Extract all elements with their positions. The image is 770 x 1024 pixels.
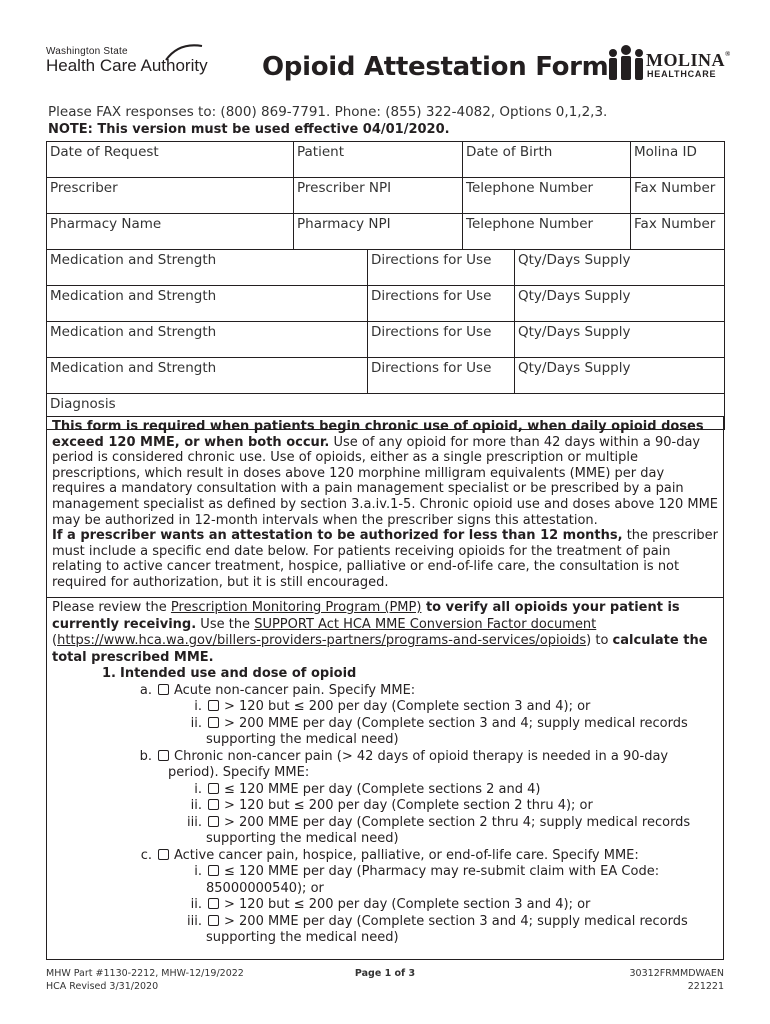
prescriber-field[interactable]: Prescriber <box>47 178 294 214</box>
requirements-text: Use of any opioid for more than 42 days within a 90-day period is considered chronic use. Use of opioids, either as a single prescription or multiple prescriptions, which result in doses above 120 morphine milligram equivalents (MME) per day requires a mandatory consultation with a pain management specialist or be prescribed by a pain management specialist as defined by section 3.a.iv.1-5. Chronic opioid use and doses above 120 MME may be authorized in 12-month intervals when the prescriber signs this attestation. <box>52 434 719 528</box>
review-text-1: Please review the <box>52 600 171 615</box>
review-text-3: ) to <box>586 633 613 648</box>
option-a-letter: a. <box>139 682 152 698</box>
hca-swoosh-icon <box>164 42 204 62</box>
qty-days-field-3[interactable]: Qty/Days Supply <box>515 322 725 358</box>
option-b-i-number: i. <box>194 781 202 797</box>
option-a-ii-number: ii. <box>190 715 202 731</box>
review-bold-2: calculate the total prescribed MME. <box>52 633 708 665</box>
hca-opioids-url-link[interactable]: https://www.hca.wa.gov/billers-providers-partners/programs-and-services/opioids <box>57 633 587 648</box>
option-a-i-checkbox[interactable] <box>208 700 219 711</box>
pharmacy-npi-field[interactable]: Pharmacy NPI <box>294 214 463 250</box>
option-b-checkbox[interactable] <box>158 750 169 761</box>
option-a-i <box>194 699 718 716</box>
version-note: NOTE: This version must be used effective 04/01/2020. <box>48 122 450 137</box>
option-a-ii-checkbox[interactable] <box>208 717 219 728</box>
option-b-iii <box>187 814 718 832</box>
option-c-label: Active cancer pain, hospice, palliative, or end-of-life care. Specify MME: <box>174 847 639 863</box>
option-a-ii-cont: supporting the medical need) <box>206 732 399 747</box>
option-c-i-cont: 85000000540); or <box>206 880 324 896</box>
molina-subtitle: HEALTHCARE <box>647 69 717 79</box>
option-b-ii <box>190 798 718 815</box>
molina-people-icon <box>606 44 646 84</box>
attestation-paragraph <box>52 528 718 590</box>
option-c-iii <box>187 913 718 931</box>
option-c-iii-number: iii. <box>187 913 202 929</box>
requirements-bold: This form is required when patients begin chronic use of opioid, when daily opioid doses exceed 120 MME, or when both occur. <box>52 419 704 450</box>
option-a-i-number: i. <box>194 699 202 714</box>
requirements-paragraph <box>52 419 718 528</box>
option-b-i-label: ≤ 120 MME per day (Complete sections 2 and 4) <box>224 781 541 797</box>
prescriber-telephone-field[interactable]: Telephone Number <box>463 178 631 214</box>
option-a-ii <box>190 715 718 733</box>
contact-line: Please FAX responses to: (800) 869-7791. Phone: (855) 322-4082, Options 0,1,2,3. <box>48 104 608 120</box>
molina-logo <box>606 44 731 88</box>
directions-field-4[interactable]: Directions for Use <box>368 358 515 394</box>
review-paragraph <box>52 600 718 666</box>
section-1-heading <box>102 666 718 683</box>
request-fields-table <box>46 141 725 430</box>
directions-field-1[interactable]: Directions for Use <box>368 250 515 286</box>
option-b-ii-number: ii. <box>190 798 202 813</box>
option-b-iii-number: iii. <box>187 814 202 830</box>
qty-days-field-1[interactable]: Qty/Days Supply <box>515 250 725 286</box>
footer-revised: HCA Revised 3/31/2020 <box>46 981 159 992</box>
option-b-label: Chronic non-cancer pain (> 42 days of opioid therapy is needed in a 90-day <box>174 748 669 764</box>
diagnosis-field[interactable]: Diagnosis <box>47 394 725 430</box>
date-of-request-field[interactable]: Date of Request <box>47 142 294 178</box>
form-title: Opioid Attestation Form <box>262 52 609 82</box>
pharmacy-name-field[interactable]: Pharmacy Name <box>47 214 294 250</box>
option-c-iii-cont: supporting the medical need) <box>206 930 399 945</box>
patient-field[interactable]: Patient <box>294 142 463 178</box>
pmp-link[interactable]: Prescription Monitoring Program (PMP) <box>170 600 422 615</box>
option-a-i-label: > 120 but ≤ 200 per day (Complete section 3 and 4); or <box>224 699 591 714</box>
option-b <box>139 748 718 766</box>
hca-logo-line2: Health Care Authority <box>46 56 208 75</box>
footer-form-code: 30312FRMMDWAEN <box>629 968 724 979</box>
footer-part-number: MHW Part #1130-2212, MHW-12/19/2022 <box>46 968 244 979</box>
option-b-iii-label: > 200 MME per day (Complete section 2 thru 4; supply medical records <box>224 814 691 830</box>
option-c-ii <box>190 897 718 914</box>
option-c-i-checkbox[interactable] <box>208 865 219 876</box>
requirements-info-box <box>46 416 724 598</box>
option-c-ii-number: ii. <box>190 897 202 912</box>
directions-field-3[interactable]: Directions for Use <box>368 322 515 358</box>
option-b-iii-checkbox[interactable] <box>208 816 219 827</box>
date-of-birth-field[interactable]: Date of Birth <box>463 142 631 178</box>
option-a-checkbox[interactable] <box>158 684 169 695</box>
option-c <box>140 847 718 865</box>
option-c-ii-label: > 120 but ≤ 200 per day (Complete section 3 and 4); or <box>224 897 591 912</box>
option-c-ii-checkbox[interactable] <box>208 898 219 909</box>
molina-id-field[interactable]: Molina ID <box>631 142 725 178</box>
option-c-i-number: i. <box>194 864 202 879</box>
qty-days-field-4[interactable]: Qty/Days Supply <box>515 358 725 394</box>
attestation-bold: If a prescriber wants an attestation to be authorized for less than 12 months, <box>52 528 623 544</box>
mme-conversion-link[interactable]: SUPPORT Act HCA MME Conversion Factor document <box>254 616 597 632</box>
medication-strength-field-4[interactable]: Medication and Strength <box>47 358 368 394</box>
footer-page-number: Page 1 of 3 <box>354 968 416 979</box>
option-c-i <box>194 864 718 881</box>
option-c-i-label: ≤ 120 MME per day (Pharmacy may re-submit claim with EA Code: <box>224 864 660 879</box>
attestation-text: the prescriber must include a specific end date below. For patients receiving opioids for the treatment of pain relating to active cancer treatment, hospice, palliative or end-of-life care, the consultation is not required for authorization, but it is still encouraged. <box>52 528 718 590</box>
option-a <box>139 682 718 700</box>
option-a-ii-label: > 200 MME per day (Complete section 3 and 4; supply medical records <box>224 715 688 731</box>
footer-right <box>630 967 724 993</box>
option-b-i-checkbox[interactable] <box>208 783 219 794</box>
review-bold-1: to verify all opioids your patient is currently receiving. <box>52 600 680 632</box>
hca-logo <box>46 46 208 75</box>
review-text-2: Use the <box>196 616 255 632</box>
option-c-iii-label: > 200 MME per day (Complete section 3 and 4; supply medical records <box>224 913 688 929</box>
footer-code-date: 221221 <box>687 981 724 992</box>
option-a-label: Acute non-cancer pain. Specify MME: <box>174 682 416 698</box>
prescriber-fax-field[interactable]: Fax Number <box>631 178 725 214</box>
medication-strength-field-2[interactable]: Medication and Strength <box>47 286 368 322</box>
option-b-ii-checkbox[interactable] <box>208 799 219 810</box>
directions-field-2[interactable]: Directions for Use <box>368 286 515 322</box>
molina-name: MOLINA <box>646 50 725 70</box>
form-header <box>0 40 770 100</box>
option-c-iii-checkbox[interactable] <box>208 915 219 926</box>
option-c-letter: c. <box>140 847 152 863</box>
section-1-number: 1. <box>102 666 116 681</box>
hca-logo-line1: Washington State <box>46 46 128 57</box>
review-paren-open: ( <box>52 633 58 648</box>
prescriber-npi-field[interactable]: Prescriber NPI <box>294 178 463 214</box>
option-b-label-cont: period). Specify MME: <box>168 765 310 780</box>
option-b-i <box>194 781 718 799</box>
option-b-ii-label: > 120 but ≤ 200 per day (Complete section 2 thru 4); or <box>224 798 593 813</box>
option-b-iii-cont: supporting the medical need) <box>206 831 399 846</box>
section-1-box <box>46 597 724 960</box>
pharmacy-fax-field[interactable]: Fax Number <box>631 214 725 250</box>
option-c-checkbox[interactable] <box>158 849 169 860</box>
molina-registered-mark: ® <box>725 50 731 58</box>
qty-days-field-2[interactable]: Qty/Days Supply <box>515 286 725 322</box>
option-b-letter: b. <box>139 748 152 764</box>
medication-strength-field-1[interactable]: Medication and Strength <box>47 250 368 286</box>
medication-strength-field-3[interactable]: Medication and Strength <box>47 322 368 358</box>
pharmacy-telephone-field[interactable]: Telephone Number <box>463 214 631 250</box>
section-1-title: Intended use and dose of opioid <box>120 666 357 681</box>
